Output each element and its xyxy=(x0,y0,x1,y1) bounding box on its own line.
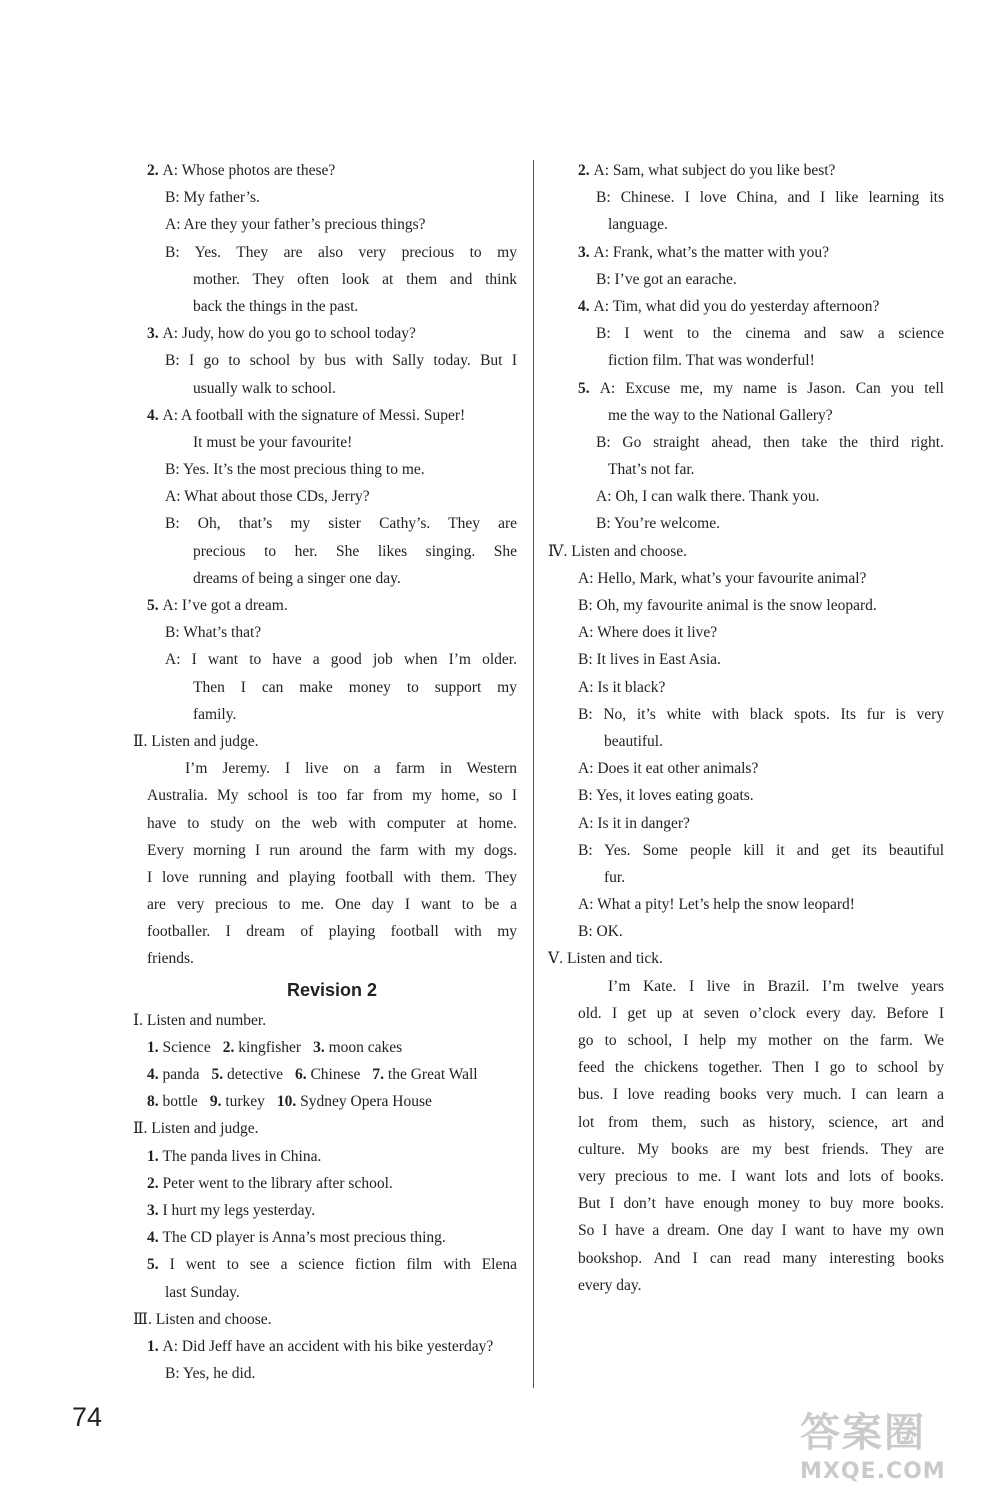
line-text: B: Yes. They are also very precious to my xyxy=(165,243,517,261)
text-line xyxy=(548,538,944,565)
text-line xyxy=(562,429,944,456)
left-column xyxy=(133,157,517,1387)
text-line xyxy=(147,837,517,864)
question-number: 1. xyxy=(147,1147,163,1165)
line-text: old. I get up at seven o’clock every day. Before I xyxy=(578,1004,944,1022)
text-line xyxy=(147,619,517,646)
text-line xyxy=(147,1333,517,1360)
text-line xyxy=(562,402,944,429)
line-text: A: I want to have a good job when I’m older. xyxy=(165,651,517,669)
text-line xyxy=(147,891,517,918)
line-text: lot from them, such as history, science, art and xyxy=(578,1113,944,1131)
text-line xyxy=(147,1279,517,1306)
text-line xyxy=(562,782,944,809)
item-text: bottle xyxy=(158,1093,198,1111)
line-text: It must be your favourite! xyxy=(193,433,353,451)
watermark-logo: 答案圈 xyxy=(800,1410,926,1456)
item-number: 8. xyxy=(147,1093,159,1111)
text-line xyxy=(147,239,517,266)
item-text: detective xyxy=(223,1066,283,1083)
line-text: B: What’s that? xyxy=(165,624,262,642)
text-line xyxy=(147,375,517,402)
text-line xyxy=(147,1143,517,1170)
line-text: A: Hello, Mark, what’s your favourite animal? xyxy=(578,569,867,587)
word-list-row xyxy=(147,1061,517,1088)
question-number: 1. xyxy=(147,1337,163,1355)
line-text: Ⅴ. Listen and tick. xyxy=(548,950,663,968)
line-text: B: Oh, that’s my sister Cathy’s. They are xyxy=(165,515,517,533)
line-text: B: It lives in East Asia. xyxy=(578,651,721,669)
text-line xyxy=(562,810,944,837)
line-text: That’s not far. xyxy=(608,461,695,479)
line-text: Ⅱ. Listen and judge. xyxy=(133,732,259,750)
text-line xyxy=(562,456,944,483)
text-line xyxy=(562,864,944,891)
question-number: 4. xyxy=(578,297,594,315)
item-text: kingfisher xyxy=(234,1038,302,1056)
text-line xyxy=(133,1007,517,1034)
question-number: 2. xyxy=(147,162,163,179)
line-text: feed the chickens together. Then I go to school by xyxy=(578,1059,944,1077)
item-number: 2. xyxy=(222,1038,235,1056)
item-text: Science xyxy=(158,1038,211,1056)
line-text: A: Is it in danger? xyxy=(578,814,690,832)
line-text: Ⅱ. Listen and judge. xyxy=(133,1120,259,1138)
item-number: 10. xyxy=(276,1093,297,1111)
text-line xyxy=(562,1000,944,1027)
right-column xyxy=(548,157,944,1299)
text-line xyxy=(562,918,944,945)
text-line xyxy=(147,1360,517,1387)
item-number: 4. xyxy=(147,1066,159,1083)
line-text: Ⅰ. Listen and number. xyxy=(133,1011,267,1029)
text-line xyxy=(562,1027,944,1054)
line-text: friends. xyxy=(147,950,194,968)
text-line xyxy=(147,810,517,837)
item-text: the Great Wall xyxy=(384,1066,478,1083)
line-text: are very precious to me. One day I want to be a xyxy=(147,896,517,914)
line-text: B: You’re welcome. xyxy=(596,515,720,533)
line-text: B: Oh, my favourite animal is the snow leopard. xyxy=(578,597,877,614)
item-number: 5. xyxy=(211,1066,224,1083)
line-text: mother. They often look at them and think xyxy=(193,270,517,288)
line-text: fiction film. That was wonderful! xyxy=(608,352,815,370)
line-text: So I have a dream. One day I want to have my own xyxy=(578,1222,944,1240)
line-text: Peter went to the library after school. xyxy=(162,1174,393,1192)
line-text: B: Go straight ahead, then take the third right. xyxy=(596,433,944,451)
text-line xyxy=(147,211,517,238)
text-line xyxy=(562,592,944,619)
question-number: 4. xyxy=(147,1229,163,1247)
line-text: A: Are they your father’s precious things? xyxy=(165,216,426,234)
text-line xyxy=(133,1115,517,1142)
text-line xyxy=(562,619,944,646)
text-line xyxy=(147,1170,517,1197)
text-line xyxy=(147,945,517,972)
question-number: 3. xyxy=(147,1201,163,1219)
line-text: A: Whose photos are these? xyxy=(162,162,336,179)
text-line xyxy=(562,211,944,238)
question-number: 5. xyxy=(578,379,600,397)
line-text: A: Where does it live? xyxy=(578,624,718,642)
item-text: Sydney Opera House xyxy=(296,1093,432,1111)
text-line xyxy=(562,347,944,374)
text-line xyxy=(147,701,517,728)
item-number: 7. xyxy=(372,1066,385,1083)
text-line xyxy=(562,755,944,782)
line-text: Australia. My school is too far from my home, so I xyxy=(147,787,517,805)
line-text: A: Does it eat other animals? xyxy=(578,760,759,778)
question-number: 2. xyxy=(578,162,594,179)
item-number: 6. xyxy=(294,1066,307,1083)
text-line xyxy=(147,565,517,592)
line-text: bus. I love reading books very much. I can learn a xyxy=(578,1086,944,1104)
text-line xyxy=(147,1224,517,1251)
line-text: go to school, I help my mother on the farm. We xyxy=(578,1032,944,1049)
text-line xyxy=(548,945,944,972)
text-line xyxy=(147,782,517,809)
text-line xyxy=(562,973,944,1000)
question-number: 2. xyxy=(147,1174,163,1192)
text-line xyxy=(147,402,517,429)
line-text: A: Is it black? xyxy=(578,678,666,696)
text-line xyxy=(562,239,944,266)
text-line xyxy=(147,538,517,565)
item-text: panda xyxy=(158,1066,200,1083)
line-text: B: I go to school by bus with Sally today. But I xyxy=(165,352,517,370)
line-text: B: Chinese. I love China, and I like learning its xyxy=(596,189,944,207)
item-number: 3. xyxy=(313,1038,325,1056)
text-line xyxy=(147,1197,517,1224)
line-text: A: What about those CDs, Jerry? xyxy=(165,488,370,506)
text-line xyxy=(147,347,517,374)
line-text: me the way to the National Gallery? xyxy=(608,406,833,424)
text-line xyxy=(562,293,944,320)
line-text: I’m Jeremy. I live on a farm in Western xyxy=(185,760,517,778)
line-text: very precious to me. I want lots and lots of books. xyxy=(578,1167,944,1185)
line-text: B: No, it’s white with black spots. Its fur is very xyxy=(578,705,944,723)
word-list-row xyxy=(147,1088,517,1115)
line-text: I’m Kate. I live in Brazil. I’m twelve years xyxy=(608,977,944,995)
line-text: A: Frank, what’s the matter with you? xyxy=(593,243,829,261)
line-text: B: I’ve got an earache. xyxy=(596,270,737,288)
line-text: B: Yes. Some people kill it and get its beautiful xyxy=(578,841,944,859)
page-number: 74 xyxy=(72,1402,103,1432)
item-number: 9. xyxy=(209,1093,222,1111)
text-line xyxy=(147,592,517,619)
line-text: bookshop. And I can read many interesting books xyxy=(578,1249,944,1267)
line-text: usually walk to school. xyxy=(193,379,336,397)
text-line xyxy=(147,266,517,293)
line-text: A: Oh, I can walk there. Thank you. xyxy=(596,488,820,506)
text-line xyxy=(562,184,944,211)
question-number: 5. xyxy=(147,597,163,614)
text-line xyxy=(562,1190,944,1217)
text-line xyxy=(562,728,944,755)
item-text: Chinese xyxy=(306,1066,361,1083)
line-text: Every morning I run around the farm with my dogs. xyxy=(147,841,517,859)
line-text: B: My father’s. xyxy=(165,189,260,207)
text-line xyxy=(147,293,517,320)
text-line xyxy=(562,320,944,347)
text-line xyxy=(562,1163,944,1190)
line-text: language. xyxy=(608,216,668,234)
text-line xyxy=(133,1306,517,1333)
line-text: every day. xyxy=(578,1276,642,1294)
text-line xyxy=(147,510,517,537)
text-line xyxy=(147,483,517,510)
question-number: 3. xyxy=(147,325,163,343)
section-title: Revision 2 xyxy=(286,979,378,1000)
text-line xyxy=(562,1081,944,1108)
line-text: A: I’ve got a dream. xyxy=(162,597,288,614)
line-text: family. xyxy=(193,705,237,723)
text-line xyxy=(562,701,944,728)
line-text: footballer. I dream of playing football with my xyxy=(147,923,517,941)
text-line xyxy=(147,1251,517,1278)
text-line xyxy=(562,375,944,402)
line-text: have to study on the web with computer at home. xyxy=(147,814,517,832)
line-text: A: Excuse me, my name is Jason. Can you tell xyxy=(599,379,944,397)
text-line xyxy=(147,755,517,782)
watermark xyxy=(800,1408,985,1493)
text-line xyxy=(562,266,944,293)
line-text: B: I went to the cinema and saw a science xyxy=(596,325,944,343)
line-text: dreams of being a singer one day. xyxy=(193,569,401,587)
text-line xyxy=(562,837,944,864)
word-list-row xyxy=(147,1034,517,1061)
line-text: A: What a pity! Let’s help the snow leopard! xyxy=(578,896,855,914)
line-text: Then I can make money to support my xyxy=(193,678,517,696)
text-line xyxy=(147,864,517,891)
text-line xyxy=(147,918,517,945)
line-text: last Sunday. xyxy=(165,1283,240,1301)
item-text: turkey xyxy=(221,1093,265,1111)
text-line xyxy=(147,646,517,673)
text-line xyxy=(147,456,517,483)
watermark-url: MXQE.COM xyxy=(800,1459,946,1484)
text-line xyxy=(562,674,944,701)
text-line xyxy=(562,510,944,537)
text-line xyxy=(562,1136,944,1163)
line-text: fur. xyxy=(604,868,626,886)
line-text: B: Yes, it loves eating goats. xyxy=(578,787,754,805)
line-text: beautiful. xyxy=(604,732,663,750)
line-text: The CD player is Anna’s most precious thing. xyxy=(162,1229,446,1247)
item-number: 1. xyxy=(147,1038,159,1056)
text-line xyxy=(562,1109,944,1136)
line-text: A: Did Jeff have an accident with his bike yesterday? xyxy=(162,1337,494,1355)
line-text: A: Judy, how do you go to school today? xyxy=(162,325,416,343)
line-text: Ⅲ. Listen and choose. xyxy=(133,1310,272,1328)
text-line xyxy=(562,1054,944,1081)
line-text: Ⅳ. Listen and choose. xyxy=(548,542,688,560)
question-number: 4. xyxy=(147,406,163,424)
question-number: 3. xyxy=(578,243,594,261)
text-line xyxy=(133,728,517,755)
text-line xyxy=(147,674,517,701)
text-line xyxy=(562,1245,944,1272)
text-line xyxy=(147,320,517,347)
line-text: A: A football with the signature of Messi. Super! xyxy=(162,406,466,424)
column-divider xyxy=(533,160,534,1388)
line-text: A: Sam, what subject do you like best? xyxy=(593,162,836,179)
text-line xyxy=(562,891,944,918)
line-text: B: OK. xyxy=(578,923,623,941)
text-line xyxy=(147,184,517,211)
text-line xyxy=(562,646,944,673)
text-line xyxy=(562,157,944,184)
line-text: B: Yes. It’s the most precious thing to me. xyxy=(165,461,425,479)
text-line xyxy=(562,565,944,592)
line-text: B: Yes, he did. xyxy=(165,1365,256,1383)
question-number: 5. xyxy=(147,1256,170,1274)
item-text: moon cakes xyxy=(324,1038,403,1056)
line-text: But I don’t have enough money to buy more books. xyxy=(578,1195,944,1213)
line-text: precious to her. She likes singing. She xyxy=(193,542,517,560)
line-text: A: Tim, what did you do yesterday afternoon? xyxy=(593,297,880,315)
text-line xyxy=(147,429,517,456)
line-text: I went to see a science fiction film with Elena xyxy=(169,1256,517,1274)
text-line xyxy=(147,157,517,184)
text-line xyxy=(562,1217,944,1244)
text-line xyxy=(562,1272,944,1299)
line-text: I love running and playing football with them. They xyxy=(147,868,517,886)
line-text: back the things in the past. xyxy=(193,297,359,315)
line-text: culture. My books are my best friends. They are xyxy=(578,1140,944,1158)
text-line xyxy=(562,483,944,510)
line-text: I hurt my legs yesterday. xyxy=(162,1201,316,1219)
line-text: The panda lives in China. xyxy=(162,1147,322,1165)
